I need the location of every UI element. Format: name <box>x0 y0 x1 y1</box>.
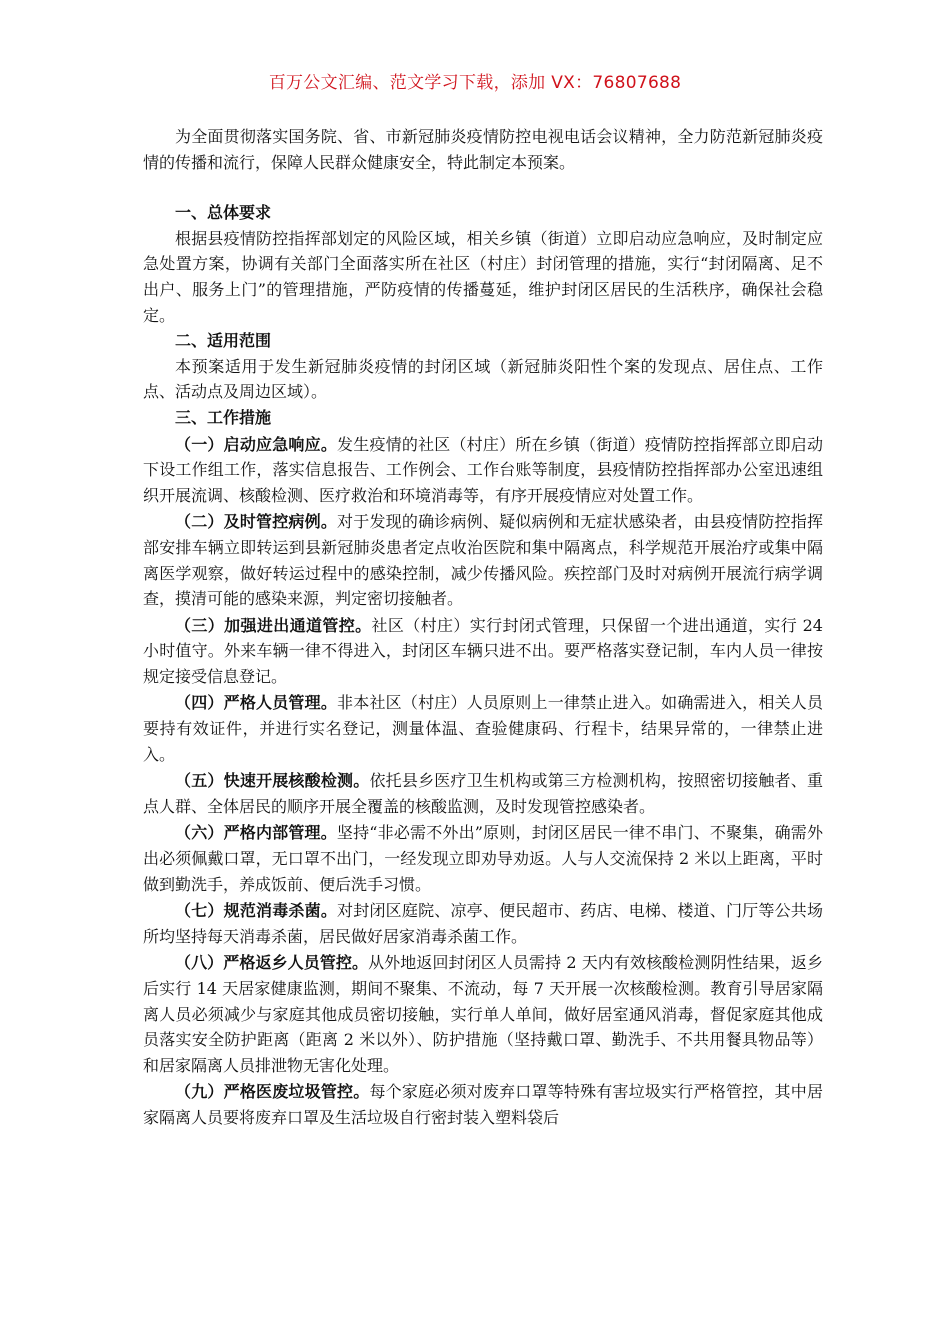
measure-text: 坚持“非必需不外出”原则，封闭区居民一律不串门、不聚集，确需外出必须佩戴口罩，无口罩不出门，一经发现立即劝导劝返。人与人交流保持 2 米以上距离，平时做到勤洗手，养成饭前、便后洗手习惯。 <box>143 823 823 894</box>
measure-item-4 <box>143 690 823 767</box>
header-banner: 百万公文汇编、范文学习下载，添加 VX：76807688 <box>268 73 682 93</box>
measure-title: （一）启动应急响应。 <box>175 434 338 454</box>
measure-item-1 <box>143 432 823 509</box>
measure-item-8 <box>143 950 823 1078</box>
measure-text: 对于发现的确诊病例、疑似病例和无症状感染者，由县疫情防控指挥部安排车辆立即转运到县新冠肺炎患者定点收治医院和集中隔离点，科学规范开展治疗或集中隔离医学观察，做好转运过程中的感染控制，减少传播风险。疾控部门及时对病例开展流行病学调查，摸清可能的感染来源，判定密切接触者。 <box>143 512 823 609</box>
measure-title: （五）快速开展核酸检测。 <box>175 771 370 791</box>
section-text-general: 根据县疫情防控指挥部划定的风险区域，相关乡镇（街道）立即启动应急响应，及时制定应急处置方案，协调有关部门全面落实所在社区（村庄）封闭管理的措施，实行“封闭隔离、足不出户、服务上门”的管理措施，严防疫情的传播蔓延，维护封闭区居民的生活秩序，确保社会稳定。 <box>143 228 823 325</box>
measure-title: （三）加强进出通道管控。 <box>175 615 372 635</box>
measure-item-9 <box>143 1079 823 1130</box>
measure-item-2 <box>143 509 823 611</box>
measure-title: （四）严格人员管理。 <box>175 693 338 713</box>
measure-title: （九）严格医废垃圾管控。 <box>175 1082 370 1102</box>
measure-item-3 <box>143 613 823 690</box>
section-heading-scope: 二、适用范围 <box>175 331 272 351</box>
measure-text: 依托县乡医疗卫生机构或第三方检测机构，按照密切接触者、重点人群、全体居民的顺序开展全覆盖的核酸监测，及时发现管控感染者。 <box>143 771 823 816</box>
measure-item-6 <box>143 820 823 897</box>
document-body <box>143 124 823 1131</box>
measure-text: 社区（村庄）实行封闭式管理，只保留一个进出通道，实行 24 小时值守。外来车辆一律不得进入，封闭区车辆只进不出。要严格落实登记制，车内人员一律按规定接受信息登记。 <box>143 615 823 686</box>
measure-text: 从外地返回封闭区人员需持 2 天内有效核酸检测阴性结果，返乡后实行 14 天居家健康监测，期间不聚集、不流动，每 7 天开展一次核酸检测。教育引导居家隔离人员必须减少与家庭其他成员密切接触，实行单人单间，做好居室通风消毒，督促家庭其他成员落实安全防护距离（距离 2 米以外）、防护措施（坚持戴口罩、勤洗手、不共用餐具物品等）和居家隔离人员排泄物无害化处理。 <box>143 953 823 1075</box>
measure-text: 对封闭区庭院、凉亭、便民超市、药店、电梯、楼道、门厅等公共场所均坚持每天消毒杀菌，居民做好居家消毒杀菌工作。 <box>143 901 823 946</box>
section-heading-general: 一、总体要求 <box>175 203 272 223</box>
measure-text: 非本社区（村庄）人员原则上一律禁止进入。如确需进入，相关人员要持有效证件，并进行实名登记，测量体温、查验健康码、行程卡，结果异常的，一律禁止进入。 <box>143 693 823 764</box>
measure-title: （六）严格内部管理。 <box>175 823 337 843</box>
intro-paragraph: 为全面贯彻落实国务院、省、市新冠肺炎疫情防控电视电话会议精神，全力防范新冠肺炎疫情的传播和流行，保障人民群众健康安全，特此制定本预案。 <box>143 127 823 172</box>
section-heading-measures: 三、工作措施 <box>175 407 272 427</box>
measure-item-5 <box>143 768 823 819</box>
measure-text: 发生疫情的社区（村庄）所在乡镇（街道）疫情防控指挥部立即启动下设工作组工作，落实信息报告、工作例会、工作台账等制度，县疫情防控指挥部办公室迅速组织开展流调、核酸检测、医疗救治和环境消毒等，有序开展疫情应对处置工作。 <box>143 434 823 505</box>
measure-title: （七）规范消毒杀菌。 <box>175 901 338 921</box>
measure-text: 每个家庭必须对废弃口罩等特殊有害垃圾实行严格管控，其中居家隔离人员要将废弃口罩及生活垃圾自行密封装入塑料袋后 <box>143 1082 823 1127</box>
measure-title: （八）严格返乡人员管控。 <box>175 953 369 973</box>
measure-item-7 <box>143 898 823 949</box>
section-text-scope: 本预案适用于发生新冠肺炎疫情的封闭区域（新冠肺炎阳性个案的发现点、居住点、工作点、活动点及周边区域）。 <box>143 356 823 402</box>
measure-title: （二）及时管控病例。 <box>175 512 338 532</box>
